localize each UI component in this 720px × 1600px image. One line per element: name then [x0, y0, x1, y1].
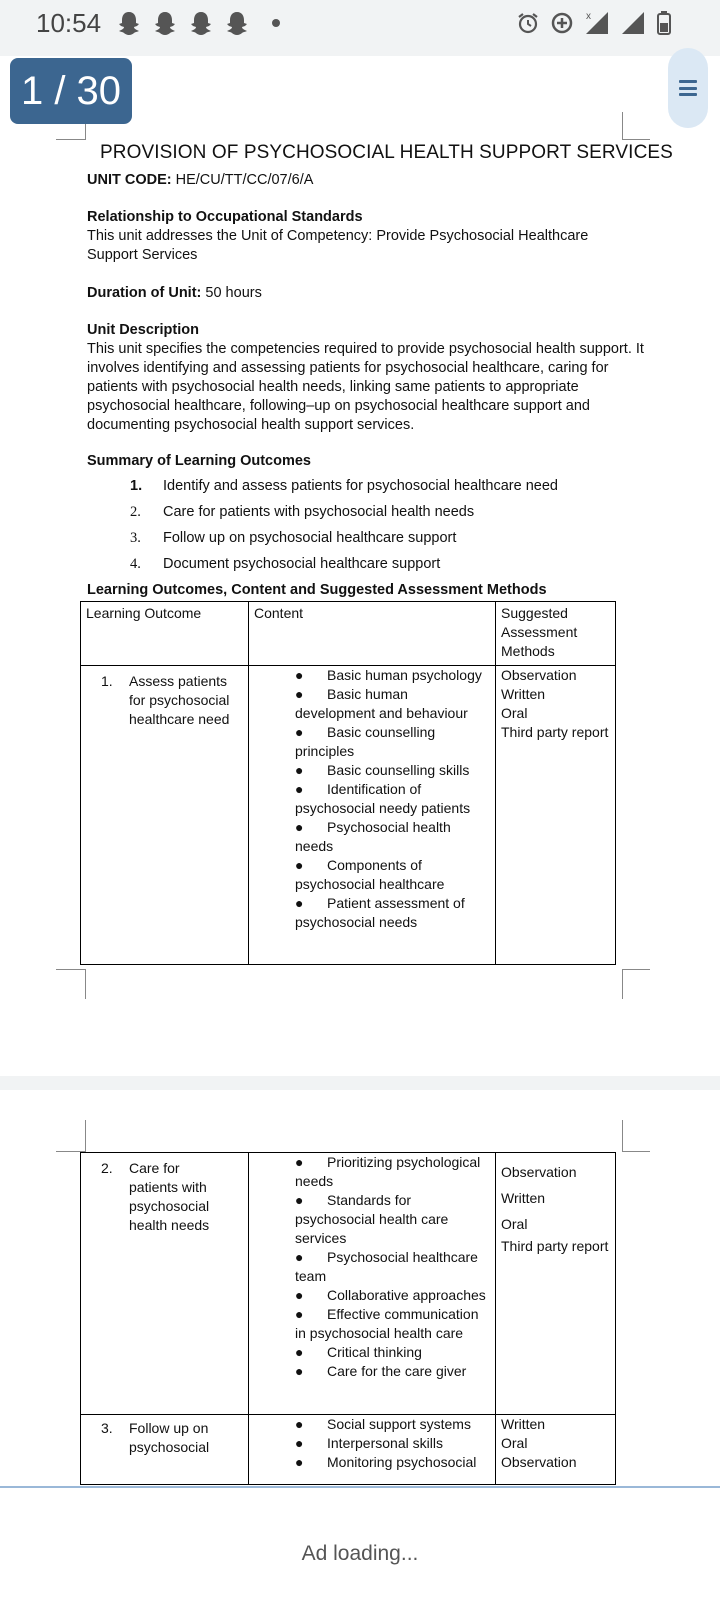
- summary-list: [130, 478, 558, 582]
- header-learning-outcome: Learning Outcome: [81, 602, 249, 666]
- list-item: 3. Follow up on psychosocial healthcare support: [130, 530, 457, 546]
- list-item: ● Collaborative approaches: [295, 1287, 486, 1303]
- list-item: ● Effective communication in psychosocial health care: [295, 1306, 479, 1341]
- table-row: [81, 666, 616, 965]
- list-item: ● Patient assessment of psychosocial needs: [295, 895, 465, 930]
- page-indicator: 1 / 30: [10, 58, 132, 124]
- list-item: 2. Care for patients with psychosocial health needs: [130, 504, 475, 520]
- crop-mark: [56, 1120, 86, 1152]
- list-item: ● Basic human development and behaviour: [295, 686, 468, 721]
- list-item: ● Monitoring psychosocial: [295, 1454, 477, 1470]
- methods-cell: Observation Written Oral Third party report: [496, 666, 616, 965]
- description-heading: Unit Description: [87, 322, 199, 338]
- list-item: ● Prioritizing psychological needs: [295, 1154, 481, 1189]
- unit-code-label: UNIT CODE:: [87, 172, 172, 188]
- ad-banner[interactable]: [0, 1486, 720, 1600]
- relationship-heading: Relationship to Occupational Standards: [87, 209, 363, 225]
- list-item: ● Psychosocial health needs: [295, 819, 451, 854]
- dot-icon: [272, 19, 280, 27]
- description-line: psychosocial healthcare, following–up on psychosocial healthcare support and: [87, 398, 590, 414]
- table-heading: Learning Outcomes, Content and Suggested Assessment Methods: [87, 582, 547, 598]
- snapchat-icon: [116, 11, 142, 35]
- methods-cell: Written Oral Observation: [496, 1415, 616, 1485]
- learning-outcomes-table-continued: [80, 1152, 616, 1485]
- methods-cell: Observation Written Oral Third party report: [496, 1153, 616, 1415]
- list-item: ● Identification of psychosocial needy patients: [295, 781, 471, 816]
- notification-icons: [116, 11, 280, 35]
- list-item: 4. Document psychosocial healthcare support: [130, 556, 441, 572]
- battery-icon: [656, 11, 672, 35]
- list-item: ● Interpersonal skills: [295, 1435, 443, 1451]
- list-item: ● Basic counselling principles: [295, 724, 436, 759]
- relationship-line: This unit addresses the Unit of Competency: Provide Psychosocial Healthcare: [87, 228, 589, 244]
- signal-icon: [620, 10, 646, 36]
- hamburger-menu-icon: [679, 80, 697, 96]
- snapchat-icon: [152, 11, 178, 35]
- list-item: ● Basic counselling skills: [295, 762, 470, 778]
- outcome-cell: 3. Follow up on psychosocial: [81, 1415, 249, 1485]
- description-line: patients with psychosocial health needs, linking same patients to appropriate: [87, 379, 579, 395]
- status-right-icons: [516, 10, 672, 36]
- unit-code-value: HE/CU/TT/CC/07/6/A: [171, 172, 314, 188]
- alarm-icon: [516, 11, 540, 35]
- data-saver-icon: [550, 11, 574, 35]
- learning-outcomes-table: [80, 601, 616, 965]
- duration: [87, 284, 647, 303]
- content-cell: [249, 1415, 496, 1485]
- table-row: [81, 1153, 616, 1415]
- snapchat-icon: [188, 11, 214, 35]
- list-item: ● Components of psychosocial healthcare: [295, 857, 445, 892]
- list-item: ● Psychosocial healthcare team: [295, 1249, 478, 1284]
- content-cell: [249, 1153, 496, 1415]
- description-line: involves identifying and assessing patients for psychosocial healthcare, caring for: [87, 360, 609, 376]
- snapchat-icon: [224, 11, 250, 35]
- list-item: ● Critical thinking: [295, 1344, 422, 1360]
- status-bar: [0, 0, 720, 48]
- status-time: 10:54: [36, 8, 102, 38]
- table-header-row: [81, 602, 616, 666]
- duration-label: Duration of Unit:: [87, 285, 202, 301]
- document-page-1: [0, 56, 720, 1076]
- document-title: PROVISION OF PSYCHOSOCIAL HEALTH SUPPORT SERVICES: [100, 142, 673, 163]
- outcome-cell: 2. Care for patients with psychosocial health needs: [81, 1153, 249, 1415]
- relationship-line: Support Services: [87, 247, 198, 263]
- crop-mark: [56, 969, 86, 999]
- list-item: 1. Identify and assess patients for psychosocial healthcare need: [130, 478, 558, 494]
- list-item: ● Care for the care giver: [295, 1363, 467, 1379]
- crop-mark: [622, 1120, 650, 1152]
- header-methods: Suggested Assessment Methods: [496, 602, 616, 666]
- ad-loading-text: Ad loading...: [301, 1542, 419, 1565]
- list-item: ● Social support systems: [295, 1416, 471, 1432]
- document-page-2: [0, 1090, 720, 1490]
- outcome-cell: 1. Assess patients for psychosocial healthcare need: [81, 666, 249, 965]
- description-line: documenting psychosocial health support services.: [87, 417, 415, 433]
- description-line: This unit specifies the competencies required to provide psychosocial health support. It: [87, 341, 644, 357]
- table-row: [81, 1415, 616, 1485]
- signal-icon: [584, 10, 610, 36]
- header-content: Content: [249, 602, 496, 666]
- duration-value: 50 hours: [201, 285, 262, 301]
- crop-mark: [622, 969, 650, 999]
- list-item: ● Basic human psychology: [295, 667, 482, 683]
- content-cell: [249, 666, 496, 965]
- svg-text:x: x: [586, 11, 591, 22]
- summary-heading: Summary of Learning Outcomes: [87, 453, 311, 469]
- crop-mark: [622, 112, 650, 140]
- menu-button[interactable]: [668, 48, 708, 128]
- unit-code: [87, 171, 647, 190]
- list-item: ● Standards for psychosocial health care services: [295, 1192, 449, 1246]
